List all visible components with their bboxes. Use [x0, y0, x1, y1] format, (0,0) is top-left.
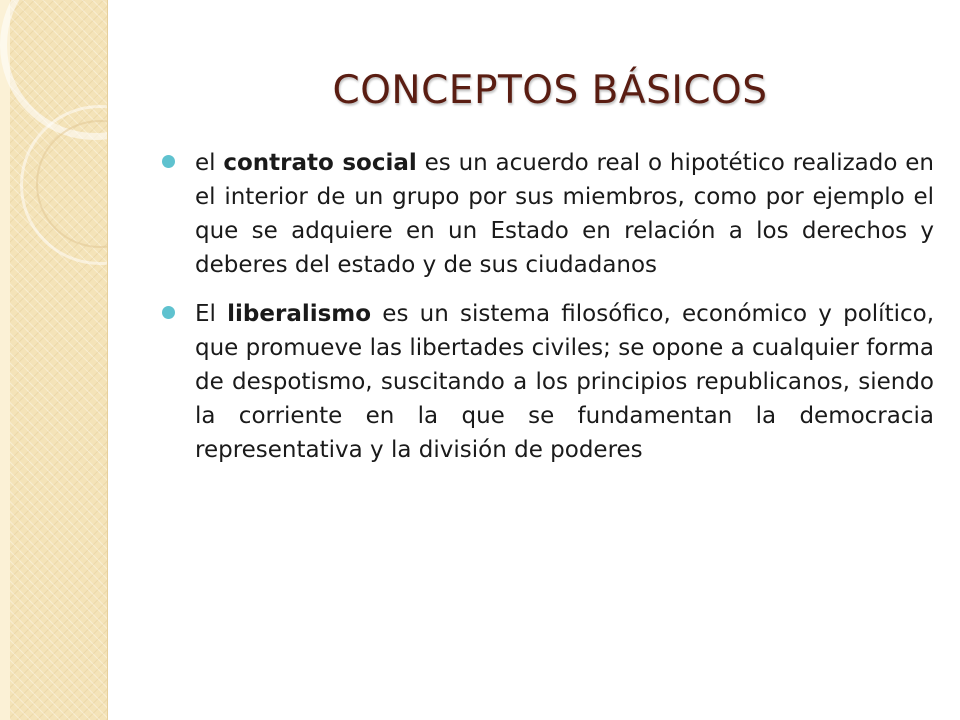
bullet-text-before: El	[195, 301, 228, 327]
slide-title: CONCEPTOS BÁSICOS	[332, 68, 768, 113]
bullet-item-contrato-social	[162, 146, 934, 282]
bullet-text-after: es un acuerdo real o hipotético realizado en el interior de un grupo por sus miembros, como por ejemplo el que se adquiere en un Estado en relación a los derechos y deberes del estado y de sus ciudadanos	[195, 150, 934, 278]
bullet-list	[162, 146, 934, 482]
bullet-dot-icon	[162, 306, 175, 319]
bullet-item-liberalismo	[162, 297, 934, 467]
bullet-dot-icon	[162, 155, 175, 168]
bullet-term: contrato social	[223, 150, 417, 176]
bullet-term: liberalismo	[227, 301, 372, 327]
side-band-stripe	[0, 0, 10, 720]
bullet-text-after: es un sistema filosófico, económico y político, que promueve las libertades civiles; se opone a cualquier forma de despotismo, suscitando a los principios republicanos, siendo la corriente en la que se fundamentan la democracia representativa y la división de poderes	[195, 301, 934, 463]
bullet-text-before: el	[195, 150, 224, 176]
decorative-side-band	[0, 0, 108, 720]
